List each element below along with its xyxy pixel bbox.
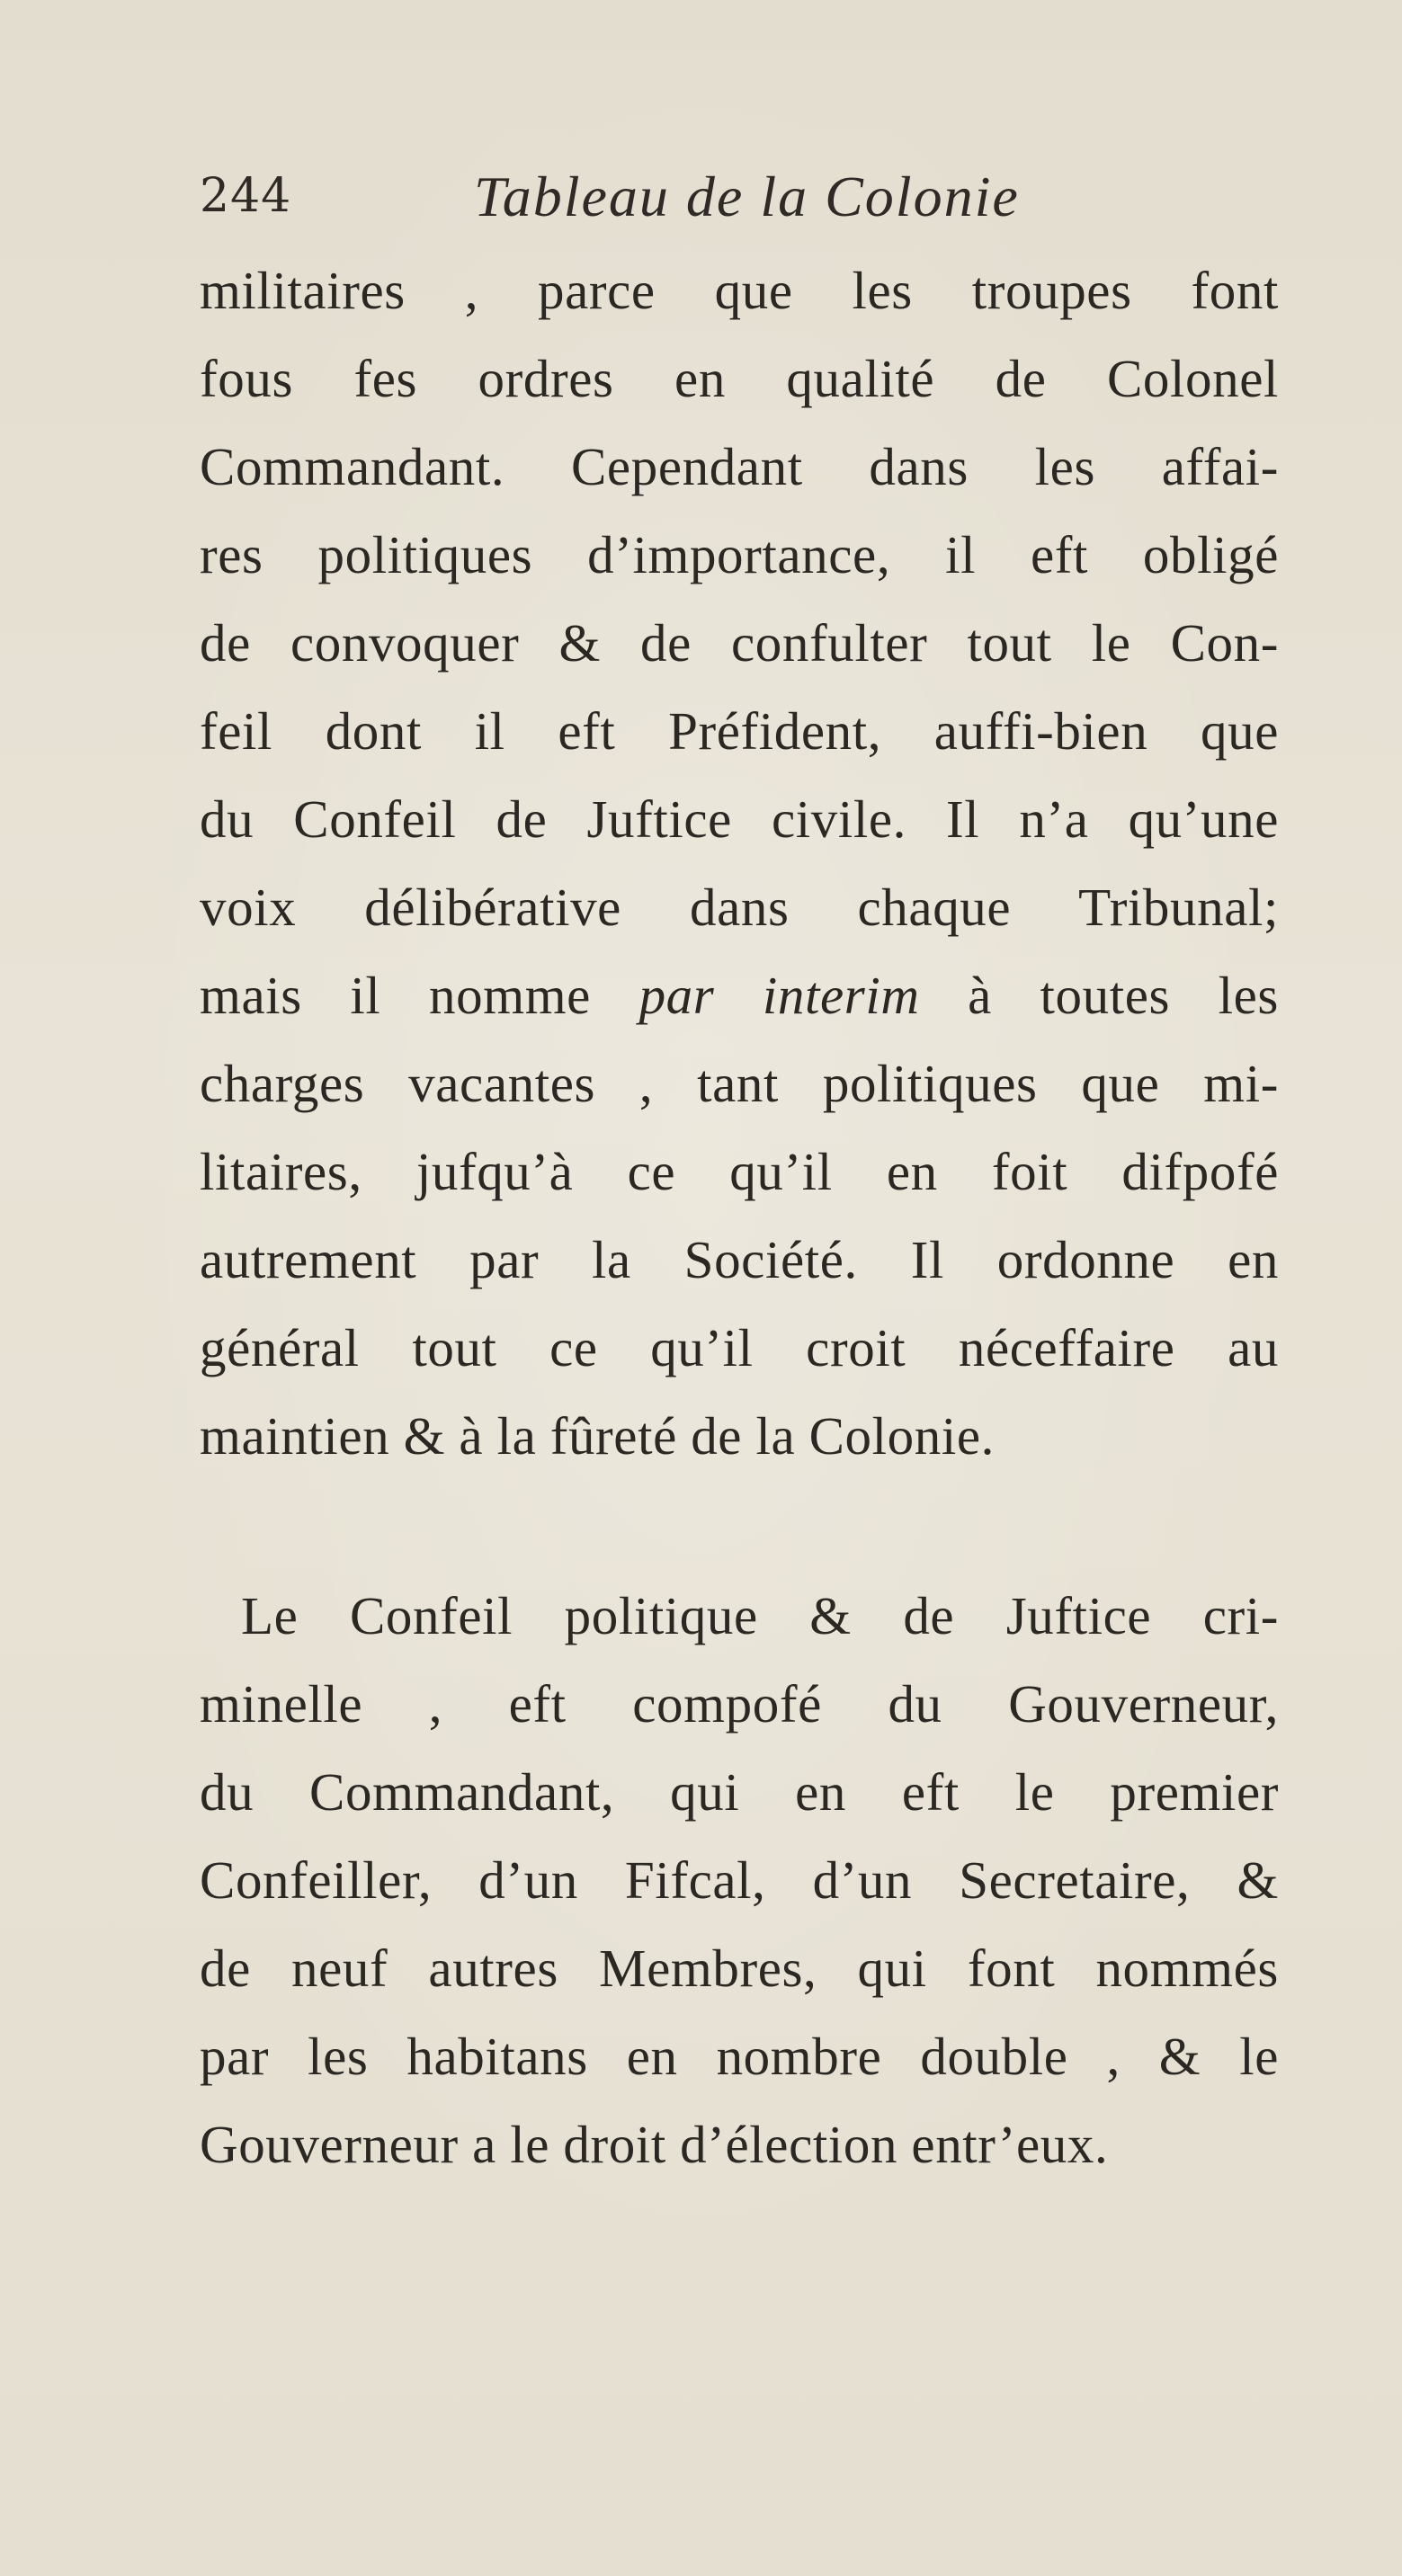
text-line: du Commandant, qui en eft le premier (200, 1762, 1279, 1822)
text-line-with-italic (200, 951, 1279, 1039)
text-line: par les habitans en nombre double , & le (200, 2027, 1279, 2086)
italic-phrase: par interim (638, 966, 920, 1025)
body-text (200, 246, 1279, 2188)
text-line: Le Confeil politique & de Juftice cri- (241, 1586, 1279, 1645)
text-line: militaires , parce que les troupes font (200, 261, 1279, 320)
text-line: général tout ce qu’il croit néceffaire au (200, 1318, 1279, 1377)
paragraph-1 (200, 246, 1279, 1480)
text-line: Commandant. Cependant dans les affai- (200, 437, 1279, 496)
text-line: minelle , eft compofé du Gouverneur, (200, 1674, 1279, 1734)
text-line: autrement par la Société. Il ordonne en (200, 1230, 1279, 1289)
text-line: res politiques d’importance, il eft obligé (200, 525, 1279, 584)
text-fragment: mais il nomme (200, 966, 639, 1025)
text-fragment: à toutes les (919, 966, 1279, 1025)
paragraph-gap (200, 1480, 1279, 1572)
text-line: de convoquer & de confulter tout le Con- (200, 613, 1279, 673)
page-header (200, 165, 1207, 241)
text-line: de neuf autres Membres, qui font nommés (200, 1939, 1279, 1998)
running-title: Tableau de la Colonie (474, 165, 1020, 228)
text-line: fous fes ordres en qualité de Colonel (200, 349, 1279, 408)
text-line: charges vacantes , tant politiques que mi- (200, 1054, 1279, 1113)
text-line: du Confeil de Juftice civile. Il n’a qu’une (200, 789, 1279, 849)
text-line: litaires, jufqu’à ce qu’il en foit difpofé (200, 1142, 1279, 1201)
text-line: Confeiller, d’un Fifcal, d’un Secretaire, & (200, 1850, 1279, 1910)
page-number: 244 (200, 169, 292, 223)
text-line: Gouverneur a le droit d’élection entr’eux. (200, 2115, 1109, 2174)
text-line: feil dont il eft Préfident, auffi-bien que (200, 701, 1279, 761)
text-line: maintien & à la fûreté de la Colonie. (200, 1406, 995, 1466)
text-line: voix délibérative dans chaque Tribunal; (200, 878, 1279, 937)
paragraph-2 (200, 1572, 1279, 2188)
